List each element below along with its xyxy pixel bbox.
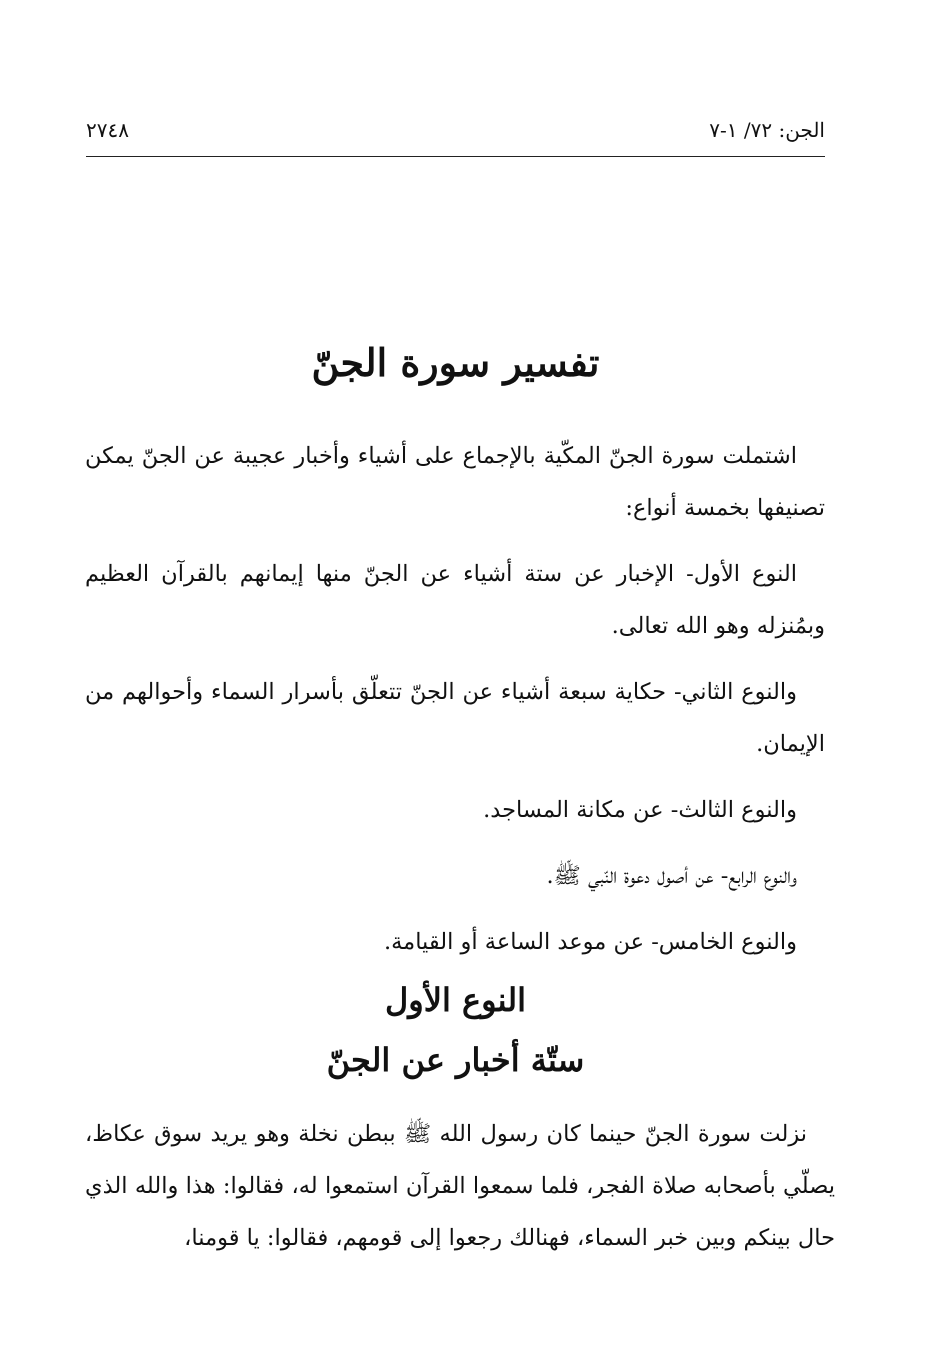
type-item-5: والنوع الخامس- عن موعد الساعة أو القيامة.	[383, 929, 797, 955]
type-item-2: والنوع الثاني- حكاية سبعة أشياء عن الجنّ تتعلّق بأسرار السماء وأحوالهم من الإيمان.	[85, 679, 825, 757]
page-number: ٢٧٤٨	[86, 118, 129, 142]
surah-verse-reference: الجن: ٧٢/ ١-٧	[709, 118, 825, 142]
intro-section	[85, 430, 825, 982]
type-item-1: النوع الأول- الإخبار عن ستة أشياء عن الجنّ منها إيمانهم بالقرآن العظيم وبمُنزله وهو الله تعالى.	[85, 561, 825, 639]
page-title: تفسير سورة الجنّ	[311, 340, 600, 385]
type-item-3: والنوع الثالث- عن مكانة المساجد.	[483, 797, 797, 823]
type-item-4: والنوع الرابع- عن أصول دعوة النّبي ﷺ.	[546, 863, 797, 889]
body-paragraph: نزلت سورة الجنّ حينما كان رسول الله ﷺ ببطن نخلة وهو يريد سوق عكاظ، يصلّي بأصحابه صلاة الفجر، فلما سمعوا القرآن استمعوا له، فقالوا: هذا والله الذي حال بينكم وبين خبر السماء، فهنالك رجعوا إلى قومهم، فقالوا: يا قومنا،	[85, 1121, 835, 1251]
intro-opening: اشتملت سورة الجنّ المكّية بالإجماع على أشياء وأخبار عجيبة عن الجنّ يمكن تصنيفها بخمسة أنواع:	[85, 443, 825, 521]
section-heading: النوع الأول	[385, 981, 526, 1019]
section-subheading: ستّة أخبار عن الجنّ	[326, 1041, 585, 1079]
section-body	[85, 1108, 835, 1264]
header-divider	[86, 156, 825, 157]
page-header	[86, 118, 825, 148]
